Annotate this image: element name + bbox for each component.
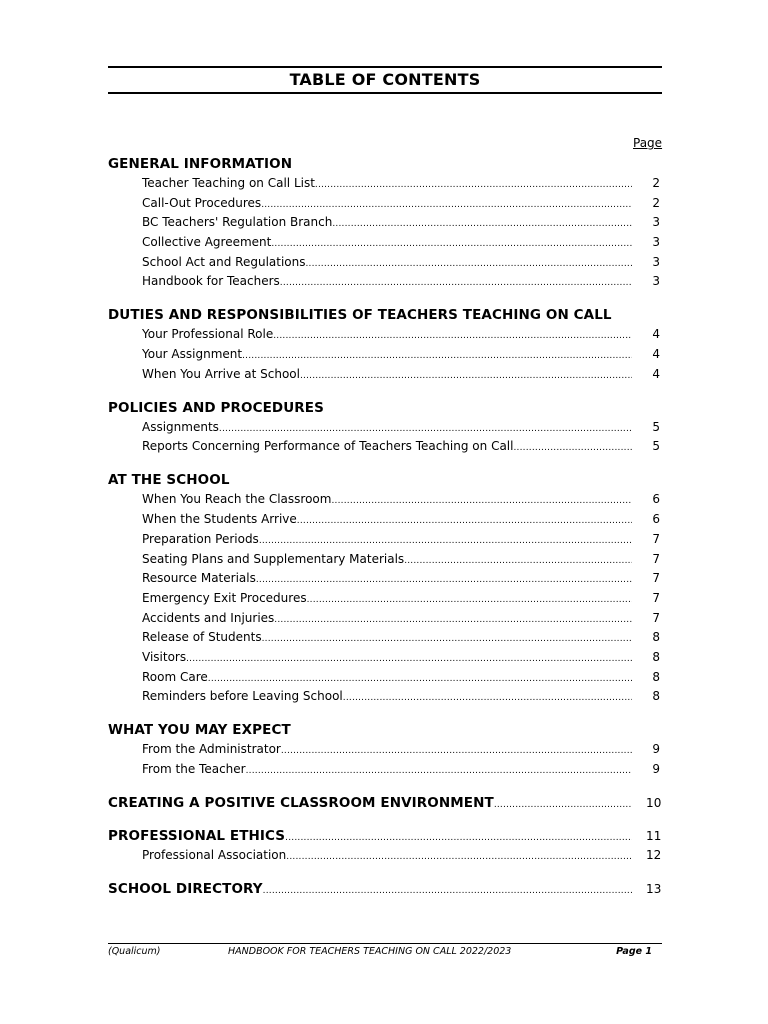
- dot-leader: [343, 689, 632, 709]
- dot-leader: [300, 367, 632, 387]
- toc-entry[interactable]: [108, 418, 660, 438]
- section-page-number: 11: [646, 829, 662, 844]
- toc-entry-label: Teacher Teaching on Call List: [142, 176, 315, 190]
- toc-section-heading[interactable]: [108, 305, 660, 325]
- dot-leader: [246, 762, 632, 782]
- toc-entry-page-number: 6: [652, 512, 660, 527]
- toc-entry-page-number: 7: [652, 571, 660, 586]
- toc-entry[interactable]: [108, 325, 660, 345]
- toc-entry-page-number: 5: [652, 419, 660, 434]
- toc-entry[interactable]: [108, 213, 660, 233]
- toc-section-heading[interactable]: [108, 879, 660, 899]
- document-title: TABLE OF CONTENTS: [108, 66, 662, 94]
- toc-section-heading[interactable]: [108, 793, 660, 813]
- dot-leader: [242, 347, 632, 367]
- toc-section-heading[interactable]: [108, 470, 660, 490]
- table-of-contents: [108, 154, 660, 913]
- section-heading-label: CREATING A POSITIVE CLASSROOM ENVIRONMENT: [108, 794, 494, 811]
- toc-entry-label: Assignments: [142, 419, 219, 434]
- toc-section: [108, 826, 660, 866]
- toc-entry-label: Release of Students: [142, 630, 262, 645]
- toc-entry[interactable]: [108, 589, 660, 609]
- toc-entry-label: When the Students Arrive: [142, 512, 297, 527]
- toc-entry[interactable]: [108, 253, 660, 273]
- toc-entry-page-number: 3: [652, 235, 660, 250]
- toc-entry-page-number: 9: [652, 762, 660, 776]
- toc-entry[interactable]: [108, 687, 660, 707]
- toc-entry-page-number: 7: [652, 551, 660, 566]
- footer-district: (Qualicum): [108, 946, 161, 957]
- section-heading-label: PROFESSIONAL ETHICS: [108, 828, 286, 845]
- toc-entry-page-number: 3: [652, 274, 660, 289]
- toc-entry[interactable]: [108, 174, 660, 194]
- section-heading-label: DUTIES AND RESPONSIBILITIES OF TEACHERS TEACHING ON CALL: [108, 307, 612, 324]
- toc-entry-page-number: 9: [652, 742, 660, 757]
- toc-entry-page-number: 4: [652, 327, 660, 342]
- toc-entry-page-number: 7: [652, 590, 660, 605]
- toc-entry-page-number: 6: [652, 492, 660, 507]
- toc-section: [108, 470, 660, 707]
- dot-leader: [315, 176, 632, 196]
- toc-entry-label: Professional Association: [142, 848, 287, 863]
- toc-entry[interactable]: [108, 233, 660, 253]
- toc-entry-label: When You Reach the Classroom: [142, 492, 332, 507]
- toc-entry[interactable]: [108, 530, 660, 550]
- toc-entry[interactable]: [108, 668, 660, 688]
- dot-leader: [494, 795, 632, 815]
- dot-leader: [297, 512, 632, 532]
- toc-entry-label: Preparation Periods: [142, 531, 259, 546]
- toc-entry[interactable]: [108, 194, 660, 214]
- section-heading-label: GENERAL INFORMATION: [108, 156, 293, 172]
- section-heading-label: AT THE SCHOOL: [108, 472, 230, 489]
- dot-leader: [285, 828, 632, 848]
- toc-entry-label: From the Administrator: [142, 742, 281, 757]
- toc-section-heading[interactable]: [108, 720, 660, 740]
- toc-entry-label: Emergency Exit Procedures: [142, 590, 307, 605]
- section-heading-label: WHAT YOU MAY EXPECT: [108, 722, 291, 739]
- toc-entry[interactable]: [108, 550, 660, 570]
- dot-leader: [273, 327, 632, 347]
- toc-entry-label: School Act and Regulations: [142, 254, 306, 269]
- dot-leader: [263, 881, 632, 901]
- toc-entry-label: Your Assignment: [142, 347, 243, 362]
- toc-entry[interactable]: [108, 345, 660, 365]
- toc-entry-page-number: 8: [652, 669, 660, 684]
- toc-entry-page-number: 7: [652, 610, 660, 625]
- dot-leader: [271, 235, 632, 255]
- dot-leader: [332, 215, 632, 235]
- toc-entry-page-number: 12: [646, 848, 662, 863]
- toc-entry-label: Handbook for Teachers: [142, 274, 280, 289]
- footer-document-name: HANDBOOK FOR TEACHERS TEACHING ON CALL 2022/2023: [228, 946, 512, 957]
- toc-section: [108, 720, 660, 779]
- toc-entry-label: Accidents and Injuries: [142, 610, 275, 625]
- toc-entry[interactable]: [108, 365, 660, 385]
- dot-leader: [262, 630, 632, 650]
- toc-entry[interactable]: [108, 569, 660, 589]
- page-column-label: Page: [633, 136, 663, 150]
- toc-entry[interactable]: [108, 628, 660, 648]
- toc-entry[interactable]: [108, 760, 660, 780]
- toc-entry-label: BC Teachers' Regulation Branch: [142, 215, 333, 230]
- toc-section: [108, 305, 660, 384]
- toc-entry-page-number: 8: [652, 649, 660, 664]
- footer-divider: [108, 943, 662, 944]
- toc-entry[interactable]: [108, 609, 660, 629]
- toc-entry-page-number: 8: [652, 689, 660, 704]
- dot-leader: [256, 571, 632, 591]
- section-heading-label: SCHOOL DIRECTORY: [108, 881, 263, 898]
- toc-entry[interactable]: [108, 490, 660, 510]
- toc-entry-page-number: 3: [652, 254, 660, 269]
- dot-leader: [513, 439, 632, 459]
- toc-entry-page-number: 3: [652, 215, 660, 230]
- toc-entry-page-number: 8: [652, 630, 660, 645]
- toc-entry-label: Room Care: [142, 669, 208, 684]
- toc-entry[interactable]: [108, 740, 660, 760]
- toc-entry-page-number: 4: [652, 366, 660, 381]
- toc-entry-label: Reports Concerning Performance of Teachers Teaching on Call: [142, 439, 514, 454]
- toc-section-heading[interactable]: [108, 398, 660, 418]
- toc-section: [108, 879, 660, 899]
- toc-entry-label: When You Arrive at School: [142, 366, 300, 381]
- toc-entry-label: Reminders before Leaving School: [142, 689, 343, 704]
- toc-entry-label: Collective Agreement: [142, 235, 272, 250]
- dot-leader: [274, 611, 632, 631]
- page-footer: [108, 946, 652, 960]
- toc-entry-page-number: 2: [652, 195, 660, 210]
- toc-section: [108, 793, 660, 813]
- dot-leader: [307, 591, 632, 611]
- toc-entry[interactable]: [108, 510, 660, 530]
- toc-section: [108, 154, 660, 292]
- dot-leader: [306, 255, 633, 275]
- toc-entry-label: From the Teacher: [142, 762, 246, 776]
- toc-section-heading[interactable]: [108, 826, 660, 846]
- toc-entry-page-number: 2: [652, 176, 660, 190]
- toc-section: [108, 398, 660, 457]
- toc-entry[interactable]: [108, 648, 660, 668]
- toc-entry-page-number: 7: [652, 531, 660, 546]
- toc-entry[interactable]: [108, 272, 660, 292]
- toc-entry-page-number: 4: [652, 347, 660, 362]
- toc-section-heading[interactable]: [108, 154, 660, 174]
- toc-entry-label: Resource Materials: [142, 571, 256, 586]
- toc-entry[interactable]: [108, 437, 660, 457]
- toc-entry-label: Call-Out Procedures: [142, 195, 262, 210]
- section-page-number: 10: [646, 795, 662, 810]
- toc-entry[interactable]: [108, 846, 660, 866]
- dot-leader: [286, 848, 632, 868]
- toc-entry-label: Seating Plans and Supplementary Materials: [142, 551, 405, 566]
- dot-leader: [404, 552, 632, 572]
- dot-leader: [281, 742, 632, 762]
- dot-leader: [186, 650, 632, 670]
- dot-leader: [280, 274, 632, 294]
- dot-leader: [331, 492, 632, 512]
- toc-entry-label: Visitors: [142, 649, 187, 664]
- toc-entry-page-number: 5: [652, 439, 660, 454]
- footer-page-number: Page 1: [616, 946, 652, 957]
- section-heading-label: POLICIES AND PROCEDURES: [108, 399, 324, 416]
- toc-entry-label: Your Professional Role: [142, 327, 274, 342]
- section-page-number: 13: [646, 882, 662, 897]
